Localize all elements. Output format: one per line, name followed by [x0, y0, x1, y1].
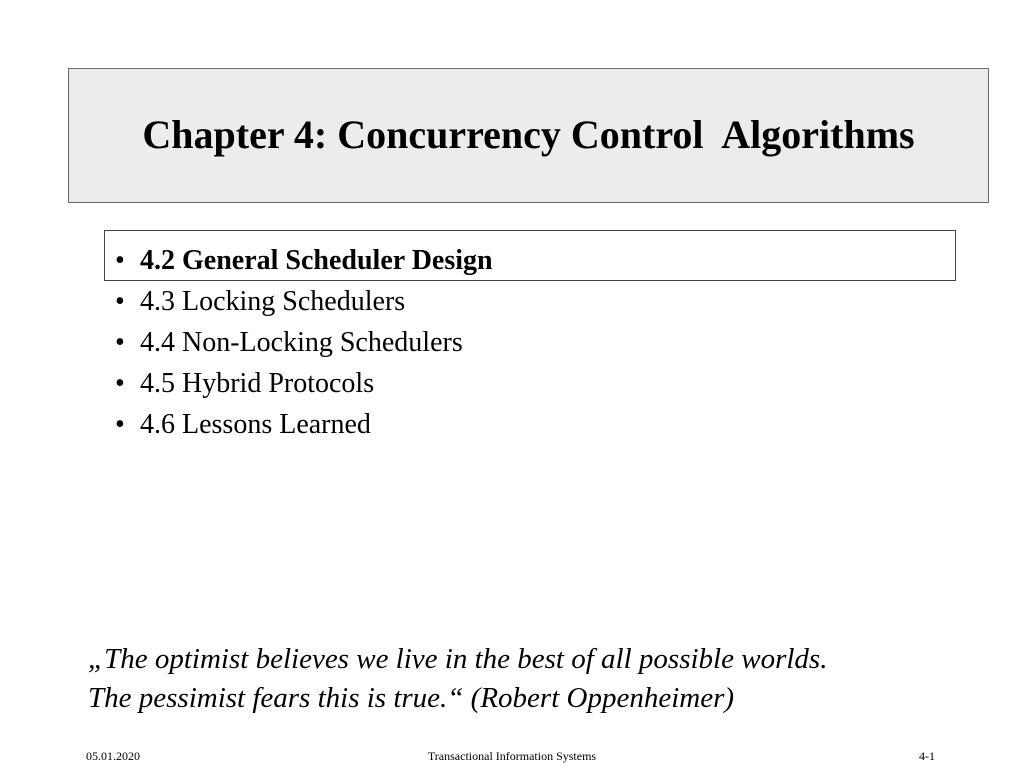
agenda-item [115, 363, 493, 404]
agenda-item [115, 322, 493, 363]
bullet-icon: • [115, 409, 125, 440]
bullet-icon: • [115, 368, 125, 399]
agenda-item-current [115, 240, 493, 281]
footer-date: 05.01.2020 [86, 749, 140, 763]
agenda-item-label: 4.6 Lessons Learned [140, 409, 371, 440]
slide-title: Chapter 4: Concurrency Control Algorithms [142, 112, 915, 157]
agenda-list [115, 240, 493, 445]
agenda-item-label: 4.3 Locking Schedulers [140, 286, 406, 317]
quote-line: „The optimist believes we live in the best of all possible worlds. [88, 643, 828, 675]
footer-page-number: 4-1 [919, 749, 935, 763]
bullet-icon: • [115, 327, 125, 358]
agenda-item [115, 404, 493, 445]
agenda-item-label: 4.4 Non-Locking Schedulers [140, 327, 463, 358]
agenda-item [115, 281, 493, 322]
agenda-item-label: 4.2 General Scheduler Design [140, 245, 493, 276]
bullet-icon: • [115, 245, 125, 276]
quote-line: The pessimist fears this is true.“ (Robert Oppenheimer) [88, 682, 735, 714]
footer-title: Transactional Information Systems [427, 749, 597, 763]
agenda-item-label: 4.5 Hybrid Protocols [140, 368, 375, 399]
bullet-icon: • [115, 286, 125, 317]
title-box [68, 68, 989, 203]
quote-block [88, 640, 827, 718]
